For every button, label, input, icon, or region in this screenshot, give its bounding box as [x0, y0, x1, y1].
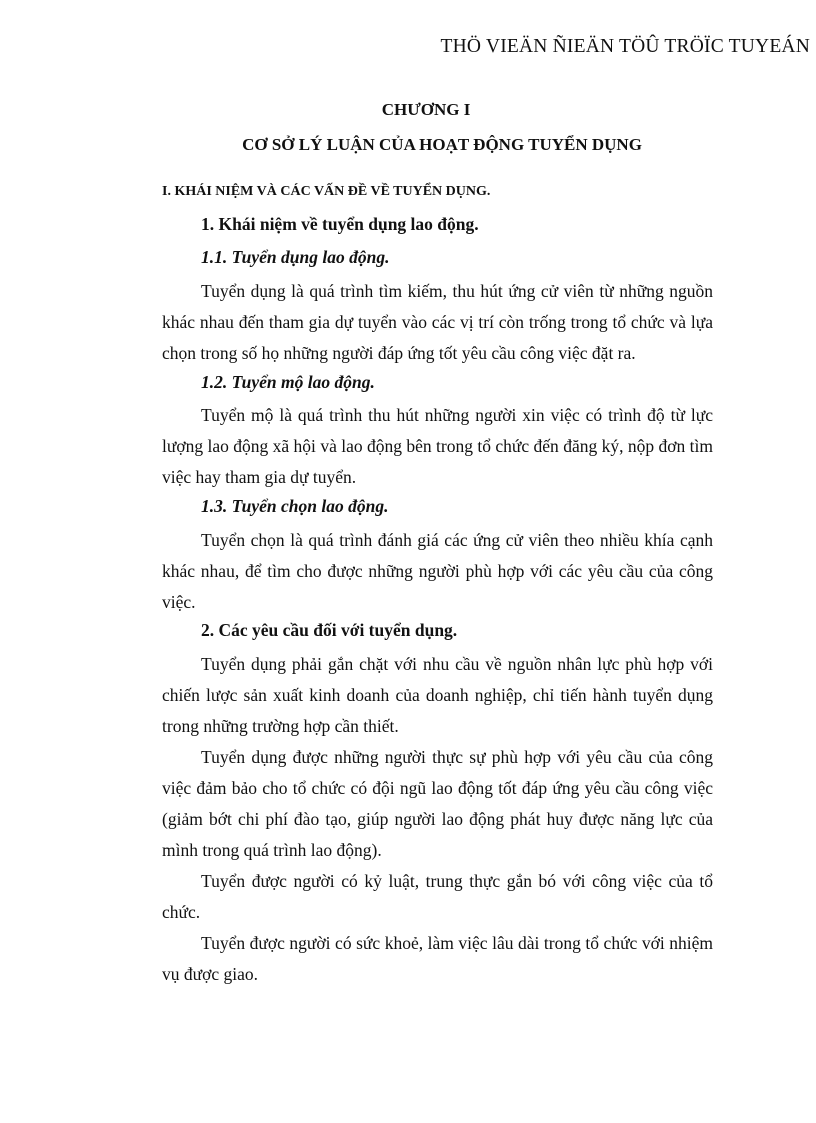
chapter-title: CHƯƠNG I — [381, 100, 471, 119]
heading-1-1: 1.1. Tuyển dụng lao động. — [201, 247, 390, 267]
paragraph-1-1: Tuyển dụng là quá trình tìm kiếm, thu hút ứng cử viên từ những nguồn khác nhau đến tham gia dự tuyển vào các vị trí còn trống trong tổ chức và lựa chọn trong số họ những người đáp ứng tốt yêu cầu công việc đặt ra. — [162, 281, 713, 363]
paragraph-1-3: Tuyển chọn là quá trình đánh giá các ứng cử viên theo nhiều khía cạnh khác nhau, để tìm cho được những người phù hợp với các yêu cầu của công việc. — [162, 530, 713, 612]
paragraph-2-2: Tuyển dụng được những người thực sự phù hợp với yêu cầu của công việc đảm bảo cho tổ chức có đội ngũ lao động tốt đáp ứng yêu cầu công việc (giảm bớt chi phí đào tạo, giúp người lao động phát huy được năng lực của mình trong quá trình lao động). — [162, 747, 713, 860]
paragraph-2-3: Tuyển được người có kỷ luật, trung thực gắn bó với công việc của tổ chức. — [162, 871, 713, 922]
chapter-subtitle: CƠ SỞ LÝ LUẬN CỦA HOẠT ĐỘNG TUYỂN DỤNG — [242, 135, 642, 154]
heading-1: 1. Khái niệm về tuyển dụng lao động. — [201, 214, 479, 234]
paragraph-2-1: Tuyển dụng phải gắn chặt với nhu cầu về nguồn nhân lực phù hợp với chiến lược sản xuất kinh doanh của doanh nghiệp, chỉ tiến hành tuyển dụng trong những trường hợp cần thiết. — [162, 654, 713, 736]
heading-2: 2. Các yêu cầu đối với tuyển dụng. — [201, 620, 458, 640]
heading-1-2: 1.2. Tuyển mộ lao động. — [201, 372, 375, 392]
paragraph-2-4: Tuyển được người có sức khoẻ, làm việc lâu dài trong tổ chức với nhiệm vụ được giao. — [162, 933, 713, 984]
header-watermark: THÖ VIEÄN ÑIEÄN TÖÛ TRÖÏC TUYEÁN — [440, 36, 810, 57]
section-heading: I. KHÁI NIỆM VÀ CÁC VẤN ĐỀ VỀ TUYỂN DỤNG. — [162, 184, 491, 199]
paragraph-1-2: Tuyển mộ là quá trình thu hút những người xin việc có trình độ từ lực lượng lao động xã hội và lao động bên trong tổ chức đến đăng ký, nộp đơn tìm việc hay tham gia dự tuyển. — [162, 405, 713, 487]
heading-1-3: 1.3. Tuyển chọn lao động. — [201, 496, 389, 516]
